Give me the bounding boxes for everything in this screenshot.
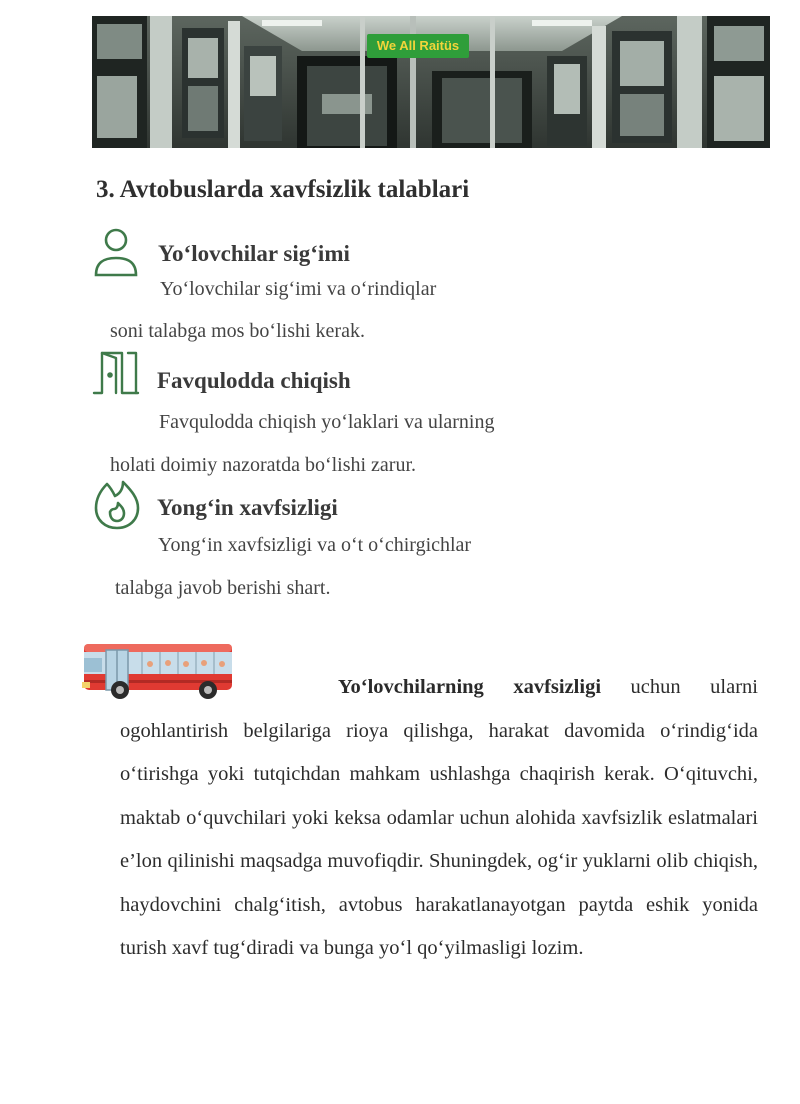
item-text-fire-safety-line2: talabga javob berishi shart. xyxy=(115,577,331,599)
item-title-fire-safety: Yong‘in xavfsizligi xyxy=(157,495,338,520)
item-title-emergency-exit: Favqulodda chiqish xyxy=(157,368,351,393)
item-text-fire-safety-line1: Yong‘in xavfsizligi va o‘t o‘chirgichlar xyxy=(158,534,472,556)
item-text-capacity-line1: Yo‘lovchilar sig‘imi va o‘rindiqlar xyxy=(160,278,437,300)
paragraph-rest: uchun ularni ogohlantirish belgilariga rioya qilishga, harakat davomida o‘rindig‘ida o‘tirishga yoki tutqichdan mahkam ushlashga chaqirish kerak. O‘qituvchi, maktab o‘quvchilari yoki keksa odamlar uchun alohida xavfsizlik eslatmalari e’lon qilinishi maqsadga muvofiqdir. Shuningdek, og‘ir yuklarni olib chiqish, haydovchini chalg‘itish, avtobus harakatlanayotgan paytda eshik yonida turish xavf tug‘diradi va bunga yo‘l qo‘yilmasligi lozim. xyxy=(120,676,758,959)
section-title: 3. Avtobuslarda xavfsizlik talablari xyxy=(96,176,470,203)
person-icon xyxy=(93,227,139,284)
paragraph-bold-lead: Yo‘lovchilarning xavfsizligi xyxy=(338,676,602,698)
door-exit-icon xyxy=(92,348,140,401)
bus-interior-photo xyxy=(92,16,770,148)
bus-sign xyxy=(367,34,469,58)
item-title-capacity: Yo‘lovchilar sig‘imi xyxy=(158,241,350,266)
safety-paragraph xyxy=(120,666,758,971)
item-text-emergency-exit-line2: holati doimiy nazoratda bo‘lishi zarur. xyxy=(110,454,417,476)
item-text-emergency-exit-line1: Favqulodda chiqish yo‘laklari va ularning xyxy=(159,411,495,433)
item-text-capacity-line2: soni talabga mos bo‘lishi kerak. xyxy=(110,320,365,342)
fire-icon xyxy=(93,478,141,535)
bus-sign-text: We All Raitüs xyxy=(376,38,460,53)
